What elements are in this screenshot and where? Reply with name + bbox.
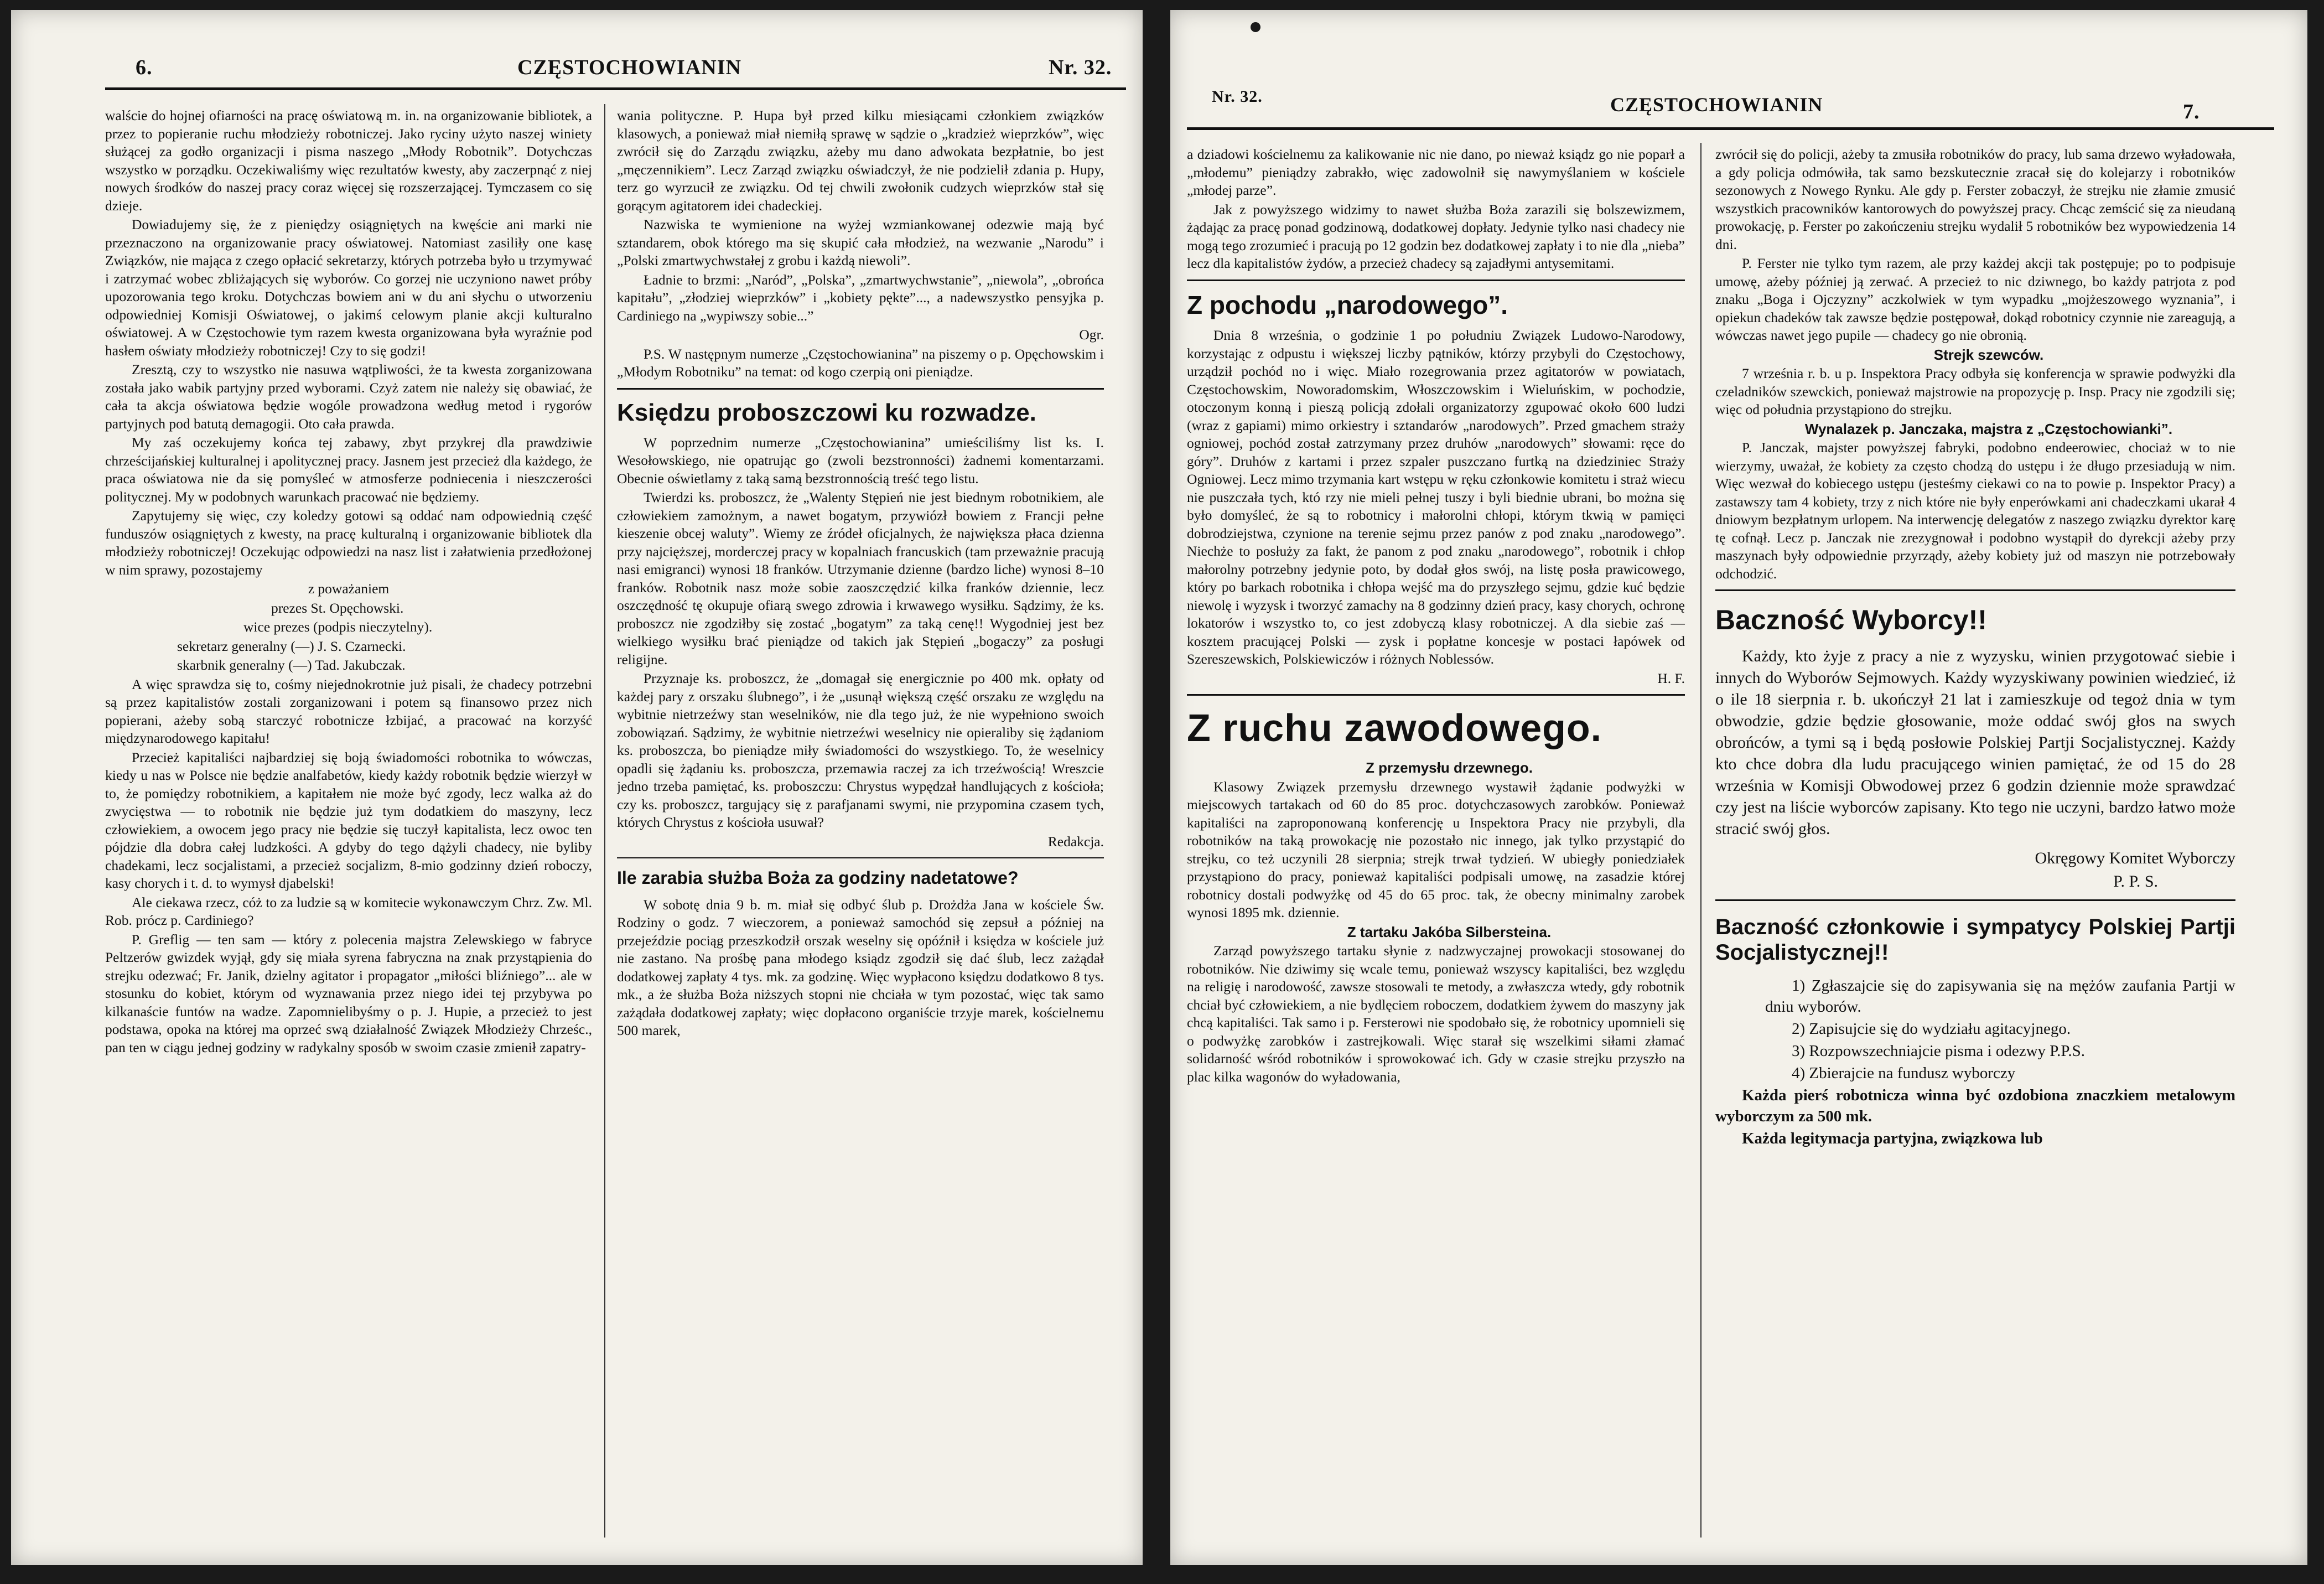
article-signature: H. F. (1657, 670, 1685, 686)
headline-sluzba-boza: Ile zarabia służba Boża za godziny nadetatowe? (617, 868, 1019, 888)
signature-line: prezes St. Opęchowski. (271, 599, 404, 616)
section-rule (1715, 899, 2235, 901)
article-signature: Ogr. (1079, 327, 1104, 343)
article-signature: Okręgowy Komitet Wyborczy (2035, 849, 2235, 867)
subheading: Z przemysłu drzewnego. (1366, 759, 1533, 777)
article-paragraph: Nazwiska te wymienione na wyżej wzmiankowanej odezwie mają być sztandarem, obok którego ma się skupić cała młodzież, na wezwanie „Narodu” i „Polski zmartwychwstałej z grobu i każdą niewoli”. (617, 216, 1104, 268)
list-item: 3) Rozpowszechniajcie pisma i odezwy P.P.S. (1792, 1042, 2085, 1060)
signature-line: skarbnik generalny (—) Tad. Jakubczak. (177, 657, 406, 673)
subheading: Strejk szewców. (1933, 346, 2044, 363)
left-masthead: CZĘSTOCHOWIANIN (517, 56, 741, 79)
article-paragraph: Ale ciekawa rzecz, cóż to za ludzie są w komitecie wykonawczym Chrz. Zw. Ml. Rob. prócz p. Cardiniego? (105, 894, 592, 928)
section-rule (617, 857, 1104, 858)
article-paragraph: zwrócił się do policji, ażeby ta zmusiła robotników do pracy, lub sama drzewo wyładowała, a gdy policja odmówiła, tak samo bezskutecznie zracał się do kolejarzy i robotników sezonowych z Nowego Rynku. Ale gdy p. Ferster zobaczył, że strejku nie złamie zmusić wszystkich pracowników kantorowych do powyższej pracy. Chcąc zemścić się za nieudaną prowokację, p. Ferster po zakończeniu strejku wydalił 5 robotników bez wypowiedzenia 14 dni. (1715, 146, 2235, 252)
article-paragraph: My zaś oczekujemy końca tej zabawy, zbyt przykrej dla prawdziwie chrześcijańskiej kulturalnej i apolitycznej pracy. Jasnem jest przecież dla każdego, że praca oświatowa nie da się pomyśleć w atmosferze podniecenia i nieszczerości politycznej. My w podobnych warunkach pracować nie będziemy. (105, 434, 592, 505)
article-paragraph: P. Greflig — ten sam — który z polecenia majstra Zelewskiego w fabryce Peltzerów gwizdek wyjął, gdy się miała syrena fabryczna na znak przystąpienia do strejku odezwać; Fr. Janik, dzielny agitator i propagator „miłości bliźniego”... ale w stosunku do kobiet, którym od wyznawania przez niego idei tej przybywa po kilkanaście funtów na wadze. Zapomnielibyśmy o p. J. Hupie, a przecież to jest podstawa, opoka na której ma oprzeć swą działalność Związek Młodzieży Chrześc., pan ten w ciągu jednej godziny w radykalny sposób w swoim czasie zmienił zapatry- (105, 931, 592, 1055)
article-paragraph: Zresztą, czy to wszystko nie nasuwa wątpliwości, że ta kwesta zorganizowana została jako wabik partyjny przed wyborami. Czyż zatem nie należy się obawiać, że cała ta akcja oświatowa będzie wogóle prowadzona według metod i rygorów partyjnych pod batutą demagogii. Oto cała prawda. (105, 361, 592, 432)
article-paragraph: Każdy, kto żyje z pracy a nie z wyzysku, winien przygotować siebie i innych do Wyborów Sejmowych. Każdy wyzyskiwany powinien wiedzieć, iż o ile 18 sierpnia r. b. ukończył 21 lat i zamieszkuje od tegoż dnia w tym obwodzie, gdzie będzie głosowanie, może oddać swój głos na swych obrońców, a tymi są i będą posłowie Polskiej Partji Socjalistycznej. Każdy kto chce dobra dla ludu pracującego winien pamiętać, że od 15 do 28 września w Komisji Obwodowej przez 6 godzin dziennie może sprawdzać czy jest na liście wyborców zapisany. Kto tego nie uczyni, bardzo łatwo może stracić swój głos. (1715, 647, 2235, 838)
article-paragraph: 7 września r. b. u p. Inspektora Pracy odbyła się konferencja w sprawie podwyżki dla czeladników szewckich, ponieważ majstrowie na propozycję p. Insp. Pracy nie zgodzili się; więc od południa przystąpiono do strejku. (1715, 365, 2235, 417)
article-paragraph: a dziadowi kościelnemu za kalikowanie nic nie dano, po nieważ ksiądz go nie poparł a „młodemu” pieniądzy zabrakło, więc zadowolnił się nawymyślaniem w kościele „młodej parze”. (1187, 146, 1685, 198)
article-paragraph: Zarząd powyższego tartaku słynie z nadzwyczajnej prowokacji stosowanej do robotników. Nie dziwimy się wcale temu, ponieważ wszyscy kapitaliści, bez względu na religię i narodowość, zawsze stosowali te metody, a zwłaszcza wtedy, gdy robotnik chciał być człowiekiem, a nie bydlęciem roboczem, dodatkiem żywem do maszyny jak chcą kapitaliści. Tak samo i p. Fersterowi nie spodobało się, że robotnicy upomnieli się o podwyżkę zarobków i zastrejkowali. Więc starał się wszelkimi siłami złamać solidarność wśród robotników i sprowokować ich. Gdy w czasie strejku przyszło na plac kilka wagonów do wyładowania, (1187, 943, 1685, 1085)
article-paragraph: W sobotę dnia 9 b. m. miał się odbyć ślub p. Drożdża Jana w kościele Św. Rodziny o godz. 7 wieczorem, a ponieważ samochód się zepsuł a później na przejeździe pociąg przeszkodził orszak weselny się opóźnił i księdza w kościele już nie zastano. Na prośbę pana młodego ksiądz zgodził się dać ślub, lecz zażądał dodatkowej zapłaty 4 tys. mk. za godzinę. Więc wypłacono księdzu dodatkowo 8 tys. mk., a że służba Boża niższych stopni nie chciała w tym pozostać, więc tak samo zażądała dodatkowej zapłaty; więc dopłacono organiście trzyje marek, kościelnemu 500 marek, (617, 896, 1104, 1039)
article-paragraph: Klasowy Związek przemysłu drzewnego wystawił żądanie podwyżki w miejscowych tartakach od 60 do 85 proc. dotychczasowych zarobków. Ponieważ kapitaliści na zaproponowaną konferencję u Inspektora Pracy nie przybyli, dla robotników na taką prowokację nie pozostało nic innego, jak tylko przystąpić do strejku, co też uczynili 28 sierpnia; strejk trwał tydzień. W ubiegły poniedziałek przystąpiono do pracy, ponieważ kapitaliści podpisali umowę, na zasadzie której robotnicy dostali podwyżkę od 45 do 65 proc. tak, że obecny minimalny zarobek wynosi 1895 mk. dziennie. (1187, 778, 1685, 921)
article-signature: Redakcja. (1047, 833, 1104, 850)
postscript: P.S. W następnym numerze „Częstochowianina” na piszemy o p. Opęchowskim i „Młodym Robotniku” na temat: od kogo czerpią oni pieniądze. (617, 345, 1104, 380)
left-issue-number: Nr. 32. (1049, 56, 1112, 79)
article-paragraph: Przecież kapitaliści najbardziej się boją świadomości robotnika to wówczas, kiedy u nas w Polsce nie będzie analfabetów, kiedy każdy robotnik będzie wierzył w to, że pomiędzy robotnikiem, a kapitałem nie może być zgody, lecz walka aż do zwycięstwa — to robotnik nie będzie już tym dodatkiem do maszyny, lecz człowiekiem, a owocem jego pracy nie będzie się tuczył kapitalista, lecz owoc ten pójdzie dla dobra całej ludzkości. A gdyby do tego dążyli chadecy, nie byliby chadekami, lecz socjalistami, a przecież socjalizm, 8-mio godzinny dzień roboczy, kasy chorych i t. d. to wymysł djabelski! (105, 749, 592, 891)
article-paragraph: Każda legitymacja partyjna, związkowa lub (1742, 1130, 2043, 1147)
right-page-number: 7. (2183, 100, 2200, 123)
right-running-head (1170, 10, 2307, 123)
subheading: Z tartaku Jakóba Silbersteina. (1347, 923, 1552, 940)
left-page-number: 6. (136, 56, 153, 79)
right-column-1 (1187, 146, 1685, 1543)
article-paragraph: P. Ferster nie tylko tym razem, ale przy każdej akcji tak postępuje; po to podpisuje umowę, ażeby później ją zerwać. A przecież to nic dziwnego, bo każdy patrjota z pod znaku „Boga i Ojczyzny” aczkolwiek w tym wypadku „mojżeszowego wyznania”, i opiekun chadeków tak zawsze będzie postępował, dokąd robotnicy czynnie nie zareagują, a wówczas nawet jego pupile — chadecy go nie obronią. (1715, 255, 2235, 343)
headline-proboszcz: Księdzu proboszczowi ku rozwadze. (617, 398, 1036, 426)
right-top-rule (1187, 127, 2274, 130)
left-top-rule (105, 87, 1126, 90)
article-signature: P. P. S. (2113, 872, 2158, 891)
right-masthead: CZĘSTOCHOWIANIN (1610, 94, 1823, 116)
list-item: 2) Zapisujcie się do wydziału agitacyjnego. (1792, 1020, 2071, 1038)
article-paragraph: walście do hojnej ofiarności na pracę oświatową m. in. na organizowanie bibliotek, a przez to popieranie ruchu młodzieży robotniczej. Jako ryciny użyto naszej winiety służącej za godło organizacji i pisma naszego „Młody Robotnik”. Dotychczas wszystko w porządku. Oczekiwaliśmy więc rezultatów kwesty, aby zaczerpnąć z niej nowych środków do naszej pracy coraz więcej się rozszerzającej. Tymczasem co się dzieje. (105, 107, 592, 214)
article-paragraph: Zapytujemy się więc, czy koledzy gotowi są oddać nam odpowiednią część funduszów osiągniętych z kwesty, na pracę kulturalną i organizowanie bibliotek dla młodzieży robotniczej! Oczekując odpowiedzi na nasz list i załatwienia przedłożonej w nim sprawy, pozostajemy (105, 508, 592, 578)
article-paragraph: Przyznaje ks. proboszcz, że „domagał się energicznie po 400 mk. opłaty od każdej pary z orszaku ślubnego”, i że „usunął większą część orszaku ze względu na wybitnie nietrzeźwy stan weselników, nie dla tego już, że nie wypełniono swoich zobowiązań. Sądzimy, że wybitnie nietrzeźwi weselnicy nie opieraliby się żądaniom ks. proboszcza, bo pieniądze miły świadomości do wszystkiego. To, że weselnicy opadli się żądaniu ks. proboszcza, przemawia raczej za ich trzeźwością! Wreszcie jedno trzeba pamiętać, ks. proboszczu: Chrystus wypędzał handlujących z kościoła; czy ks. proboszcz, targujący się z parafjanami swymi, nie przypomina czasem tych, których Chrystus z kościoła usuwał? (617, 670, 1104, 831)
headline-ruch-zawodowy: Z ruchu zawodowego. (1187, 706, 1602, 750)
subheading: Wynalazek p. Janczaka, majstra z „Częstochowianki”. (1804, 420, 2173, 437)
article-paragraph: W poprzednim numerze „Częstochowianina” umieściliśmy list ks. I. Wesołowskiego, nie opatrując go (zwoli bezstronności) żadnemi komentarzami. Obecnie oświetlamy z taką samą bezstronnością treść tego listu. (617, 434, 1104, 486)
article-paragraph: Dnia 8 września, o godzinie 1 po południu Związek Ludowo-Narodowy, korzystając z odpustu i większej liczby pątników, którzy przybyli do Częstochowy, urządził pochód no i więc. Miało rozegrowania przez agitatorów w powiatach, Częstochowskim, Noworadomskim, Włoszczowskim i Wieluńskim, w pochodzie, otoczonym konną i pieszą policją zdołali organizatorzy zgupować około 600 ludzi (wraz z gapiami) mimo orkiestry i sztandarów „narodowych”. Przed gmachem straży ogniowej, pochód został zatrzymany przez druhów „narodowych” słowami: ręce do góry”. Druhów z kartami i przez szpaler puszczano furtką na dziedziniec Straży Ogniowej. Lecz mimo trzymania kart wstępu w ręku członkowie komitetu i straż wiecu nie puszczała tych, któ rzy nie mieli pełnej tuszy i byli biednie ubrani, bo można się było domyśleć, że są to robotnicy i małorolni chłopi, którym tkwią w pamięci dobrodziejstwa, czynione na terenie sejmu przez panów z pod znaku „narodowego”. Niechże to posłuży za fakt, że panom z pod znaku „narodowego”, robotnik i chłop małorolny potrzebny jedynie poto, by dodał głos swój, na listę posła prawicowego, który po barkach robotnika i chłopa wejść ma do przyszłego sejmu, gdzie kuć będzie niewolę i wyzysk i tworzyć zamachy na 8 godzinny dzień pracy, kasy chorych, ochronę lokatorów i wszystko to, co jest zdobyczą klasy robotniczej. A dla siebie zaś — kosztem pracującej Polski — zysk i popłatne koncesje w postaci łapówek od Szereszewskich, Polskiewiczów i różnych Noblessów. (1187, 327, 1685, 667)
section-rule (617, 388, 1104, 390)
left-page (11, 10, 1143, 1565)
right-column-2 (1715, 146, 2235, 1543)
section-rule (1187, 694, 1685, 696)
article-paragraph: Jak z powyższego widzimy to nawet służba Boża zarazili się bolszewizmem, żądając za pracę ponad godzinową, dodatkowej dopłaty. Jedynie tylko nasi chadecy nie mogą tego zrozumieć i pracują po 12 godzin bez dodatkowej zapłaty i to nie dla „nieba” lecz dla kapitalistów żydów, a przecież chadecy są zajadłymi antysemitami. (1187, 201, 1685, 271)
signature-line: wice prezes (podpis nieczytelny). (243, 619, 433, 635)
article-paragraph: A więc sprawdza się to, cośmy niejednokrotnie już pisali, że chadecy potrzebni są przez kapitalistów zostali zorganizowani i potem są finansowo przez nich popierani, ażeby sobą starczyć robotnicze łzbijać, a pracować na korzyść międzynarodowego kapitału! (105, 676, 592, 746)
left-column-1 (105, 107, 592, 1543)
right-page (1170, 10, 2307, 1565)
section-rule (1715, 589, 2235, 591)
section-rule (1187, 279, 1685, 281)
list-item: 1) Zgłaszajcie się do zapisywania się na mężów zaufania Partji w dniu wyborów. (1765, 977, 2235, 1016)
article-paragraph: Dowiadujemy się, że z pieniędzy osiągniętych na kwęście ani marki nie przeznaczono na organizowanie pracy oświatowej. Natomiast zasiliły one kasę Związków, nie mająca z czego opłacić sekretarzy, których potrzeba było u trzymywać i zatrzymać wobec zbliżających się wyborów. Co gorzej nie uczyniono nawet próby upozorowania tego kroku. Dotychczas bowiem ani w du ani słychu o utworzeniu odpowiedniej Komisji Oświatowej, o jakimś celowym planie akcji kulturalno oświatowej. A w Częstochowie tym razem kwesta organizowana była wyraźnie pod hasłem oświaty młodzieży robotniczej! Czy to się godzi! (105, 216, 592, 359)
left-running-head (11, 10, 1143, 79)
left-column-divider (604, 104, 605, 1538)
right-column-divider (1700, 143, 1702, 1538)
article-paragraph: wania polityczne. P. Hupa był przed kilku miesiącami członkiem związków klasowych, a ponieważ miał niemiłą sprawę w sądzie o „kradzież wieprzków”, więc zwrócił się do Zarządu związku, ażeby mu dano adwokata bezpłatnie, bo jest „męczennikiem”. Lecz Zarząd związku oświadczył, że nie podzielił zdania p. Hupy, terz go wyrzucił ze związku. Od tej chwili zwołonik cudzych wieprzków stał się gorącym agitatorem idei chadeckiej. (617, 107, 1104, 214)
right-issue-number: Nr. 32. (1212, 87, 1263, 106)
signature-intro: z poważaniem (308, 581, 390, 597)
headline-baczność-wyborcy: Baczność Wyborcy!! (1715, 604, 1987, 635)
article-paragraph: Każda pierś robotnicza winna być ozdobiona znaczkiem metalowym wyborczym za 500 mk. (1715, 1086, 2235, 1125)
list-item: 4) Zbierajcie na fundusz wyborczy (1792, 1064, 2016, 1082)
article-paragraph: P. Janczak, majster powyższej fabryki, podobno endeerowiec, chociaż w to nie wierzymy, uważał, że kobiety za często chodzą do ustępu i że długo przesiadują w nim. Więc wezwał do kobiecego ustępu (jesteśmy ciekawi co na to powie p. Inspektor Pracy) a zastawszy tam 4 kobiety, trzy z nich które nie były enperówkami ani chadeczkami ukarał 4 dniowym bezpłatnym urlopem. Na interwencję delegatów z naszego związku dyrektor karę tę cofnął. Lecz p. Janczak nie zrezygnował i podobno wystąpił do dyrekcji ażeby przy maszynach były odpowiednie przyrządy, ażeby kobiety już od maszyn nie potrzebowały odchodzić. (1715, 439, 2235, 582)
left-column-2 (617, 107, 1104, 1543)
signature-line: sekretarz generalny (—) J. S. Czarnecki. (177, 638, 406, 654)
article-paragraph: Ładnie to brzmi: „Naród”, „Polska”, „zmartwychwstanie”, „niewola”, „obrońca kapitału”, „złodziej wieprzków” i „kobiety pękte”..., a nadewszystko pensyjka p. Cardiniego na „wypiwszy sobie...” (617, 271, 1104, 324)
headline-baczność-członkowie: Baczność członkowie i sympatycy Polskiej Partji Socjalistycznej!! (1715, 915, 2235, 965)
scan-artifact-dot (1251, 22, 1260, 32)
headline-pochod: Z pochodu „narodowego”. (1187, 290, 1508, 319)
article-paragraph: Twierdzi ks. proboszcz, że „Walenty Stępień nie jest biednym robotnikiem, ale człowiekiem zamożnym, a nawet bogatym, przywiózł bowiem z Francji pełne kieszenie obcej waluty”. Wiemy ze źródeł oficjalnych, że największa płaca dzienna przy najcięższej, morderczej pracy w kopalniach francuskich (tam przeważnie pracują nasi emigranci) wynosi 18 franków. Utrzymanie dzienne (bardzo liche) wynosi 8–10 franków. Robotnik nasz może sobie zaoszczędzić kilka franków dziennie, lecz oszczędność tę okupuje ofiarą swego zdrowia i krwawego wysiłku. Sądzimy, że ks. proboszcz nie zgodziłby się zostać „bogatym” za taką cenę!! Wygodniej jest bez wielkiego wysiłku brać pieniądze od takich jak Stępień „bogaczy” za posługi religijne. (617, 489, 1104, 667)
